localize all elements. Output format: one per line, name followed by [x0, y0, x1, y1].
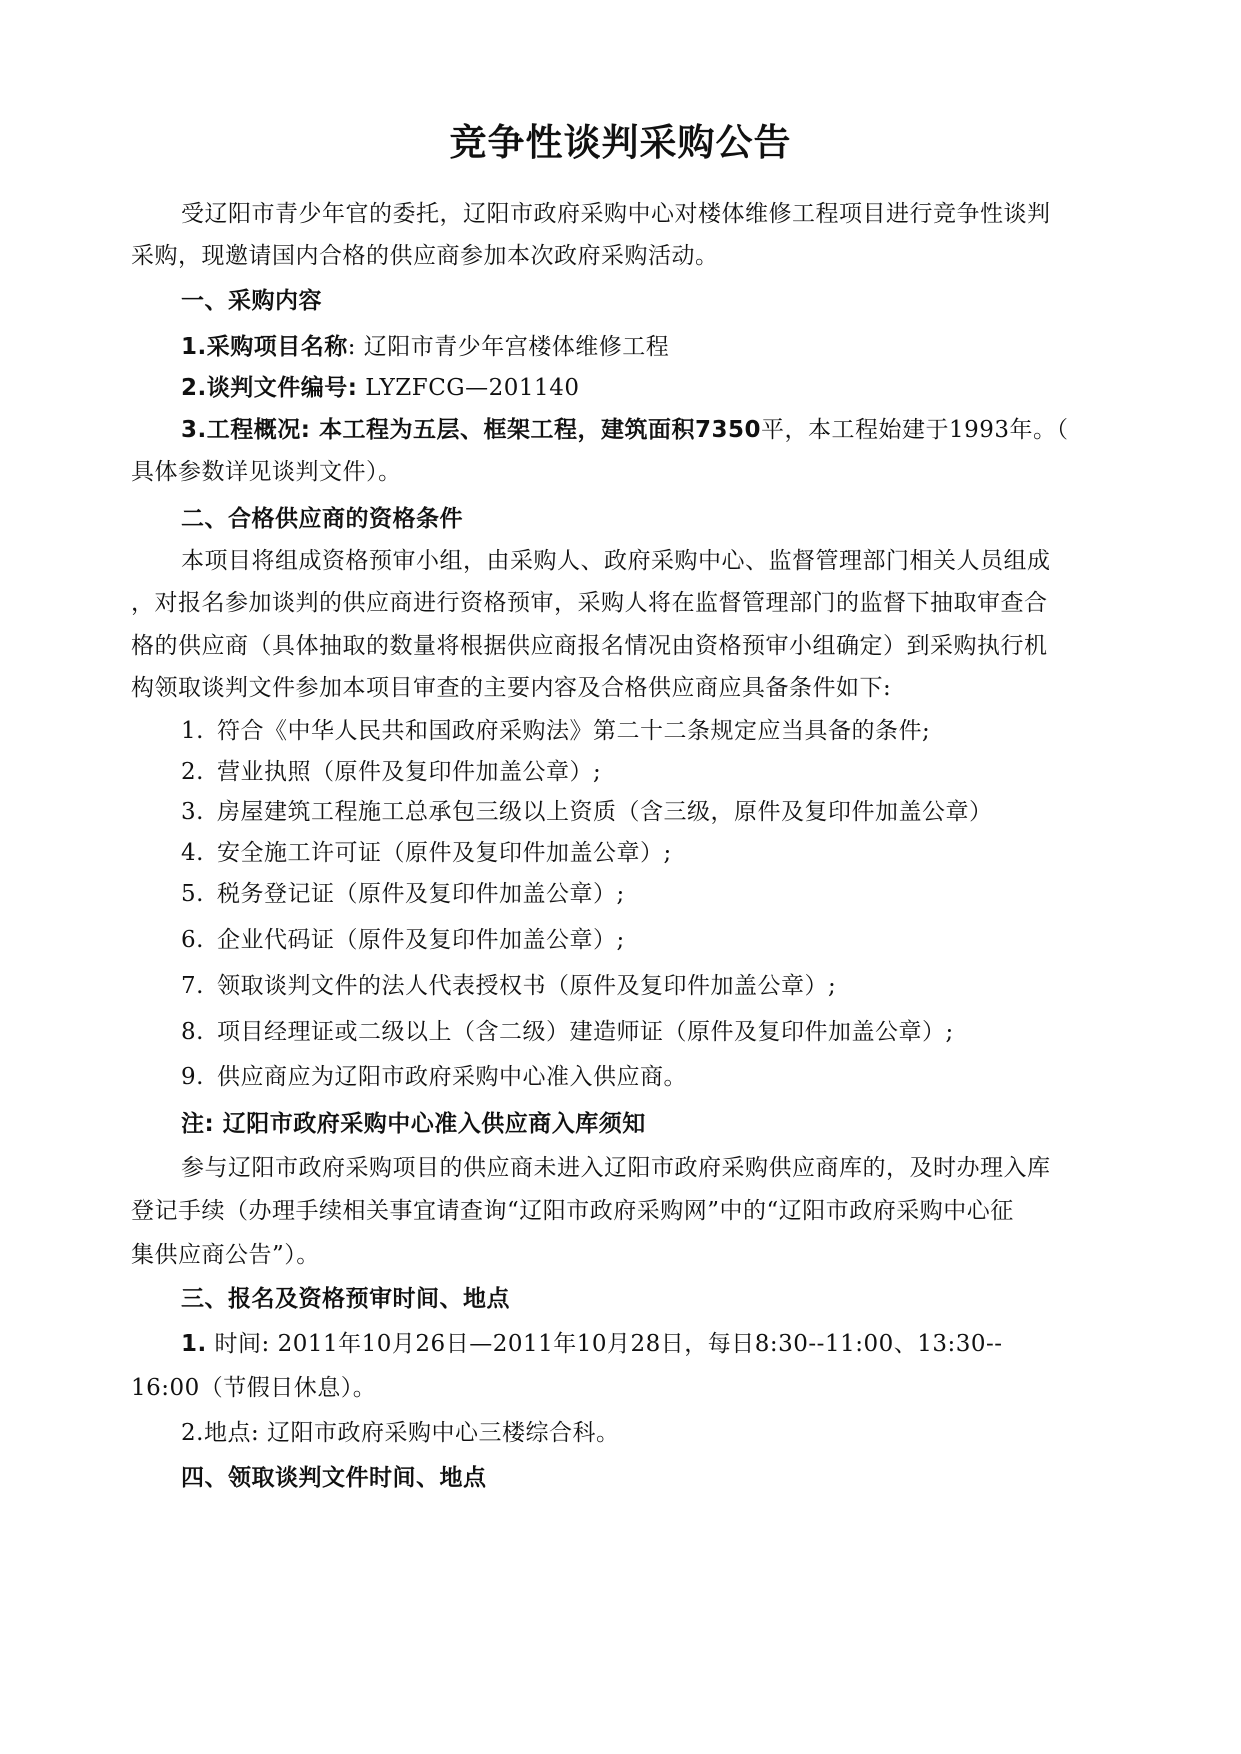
list-item-text: 企业代码证（原件及复印件加盖公章）;: [217, 927, 625, 953]
list-item: [181, 1017, 1161, 1047]
project-overview-value: 平，本工程始建于1993年。（: [760, 417, 1069, 443]
list-item-number: 5.: [181, 881, 204, 907]
registration-time-text: 时间: 2011年10月26日—2011年10月28日，每日8:30--11:00、13:30--: [206, 1331, 1003, 1357]
intro-line-1: 受辽阳市青少年官的委托，辽阳市政府采购中心对楼体维修工程项目进行竞争性谈判: [181, 201, 1051, 227]
qualification-para-line-2: ，对报名参加谈判的供应商进行资格预审，采购人将在监督管理部门的监督下抽取审查合: [131, 590, 1048, 616]
list-item-number: 3.: [181, 799, 204, 825]
document-number-label: 2.谈判文件编号:: [181, 375, 358, 401]
list-item: [181, 879, 1161, 909]
project-overview-label: 3.工程概况: 本工程为五层、框架工程，建筑面积7350: [181, 417, 761, 443]
list-item: [181, 925, 1161, 955]
qualification-para-line-3: 格的供应商（具体抽取的数量将根据供应商报名情况由资格预审小组确定）到采购执行机: [131, 633, 1048, 659]
list-item: [181, 1062, 1161, 1092]
intro-line-2: 采购，现邀请国内合格的供应商参加本次政府采购活动。: [131, 243, 719, 269]
project-overview-line: [181, 415, 1161, 445]
list-item: [181, 971, 1161, 1001]
page-title: 竞争性谈判采购公告: [449, 121, 792, 164]
qualification-para-line-4: 构领取谈判文件参加本项目审查的主要内容及合格供应商应具备条件如下:: [131, 675, 892, 701]
list-item-text: 符合《中华人民共和国政府采购法》第二十二条规定应当具备的条件;: [217, 718, 931, 744]
document-number-value: LYZFCG—201140: [357, 375, 580, 401]
qualification-para-line-1: 本项目将组成资格预审小组，由采购人、政府采购中心、监督管理部门相关人员组成: [181, 548, 1051, 574]
list-item-number: 9.: [181, 1064, 204, 1090]
registration-time-number: 1.: [181, 1331, 207, 1357]
section-3-heading: 三、报名及资格预审时间、地点: [181, 1286, 510, 1312]
list-item-number: 7.: [181, 973, 204, 999]
list-item-number: 1.: [181, 718, 204, 744]
document-number-line: [181, 373, 1161, 403]
section-2-heading: 二、合格供应商的资格条件: [181, 506, 463, 532]
project-name-line: [181, 332, 1161, 362]
section-1-heading: 一、采购内容: [181, 288, 322, 314]
note-line-1: 参与辽阳市政府采购项目的供应商未进入辽阳市政府采购供应商库的，及时办理入库: [181, 1155, 1051, 1181]
list-item-text: 供应商应为辽阳市政府采购中心准入供应商。: [217, 1064, 687, 1090]
project-name-value: : 辽阳市青少年宫楼体维修工程: [347, 334, 670, 360]
list-item-text: 税务登记证（原件及复印件加盖公章）;: [217, 881, 625, 907]
list-item-number: 2.: [181, 759, 204, 785]
list-item: [181, 797, 1161, 827]
project-name-label: 1.采购项目名称: [181, 334, 348, 360]
registration-time-line: [181, 1329, 1161, 1359]
list-item-number: 4.: [181, 840, 204, 866]
list-item-number: 6.: [181, 927, 204, 953]
note-line-3: 集供应商公告”）。: [131, 1242, 320, 1268]
list-item: [181, 757, 1161, 787]
list-item-text: 营业执照（原件及复印件加盖公章）;: [217, 759, 602, 785]
registration-place: 2.地点: 辽阳市政府采购中心三楼综合科。: [181, 1420, 620, 1446]
registration-time-cont: 16:00（节假日休息）。: [131, 1375, 377, 1401]
list-item-text: 项目经理证或二级以上（含二级）建造师证（原件及复印件加盖公章）;: [217, 1019, 954, 1045]
list-item-text: 领取谈判文件的法人代表授权书（原件及复印件加盖公章）;: [217, 973, 837, 999]
list-item-text: 房屋建筑工程施工总承包三级以上资质（含三级，原件及复印件加盖公章）: [217, 799, 993, 825]
list-item: [181, 838, 1161, 868]
section-4-heading: 四、领取谈判文件时间、地点: [181, 1465, 487, 1491]
project-overview-cont: 具体参数详见谈判文件）。: [131, 459, 402, 485]
note-heading: 注: 辽阳市政府采购中心准入供应商入库须知: [181, 1111, 646, 1137]
list-item-text: 安全施工许可证（原件及复印件加盖公章）;: [217, 840, 672, 866]
list-item-number: 8.: [181, 1019, 204, 1045]
note-line-2: 登记手续（办理手续相关事宜请查询“辽阳市政府采购网”中的“辽阳市政府采购中心征: [131, 1198, 1014, 1224]
list-item: [181, 716, 1161, 746]
